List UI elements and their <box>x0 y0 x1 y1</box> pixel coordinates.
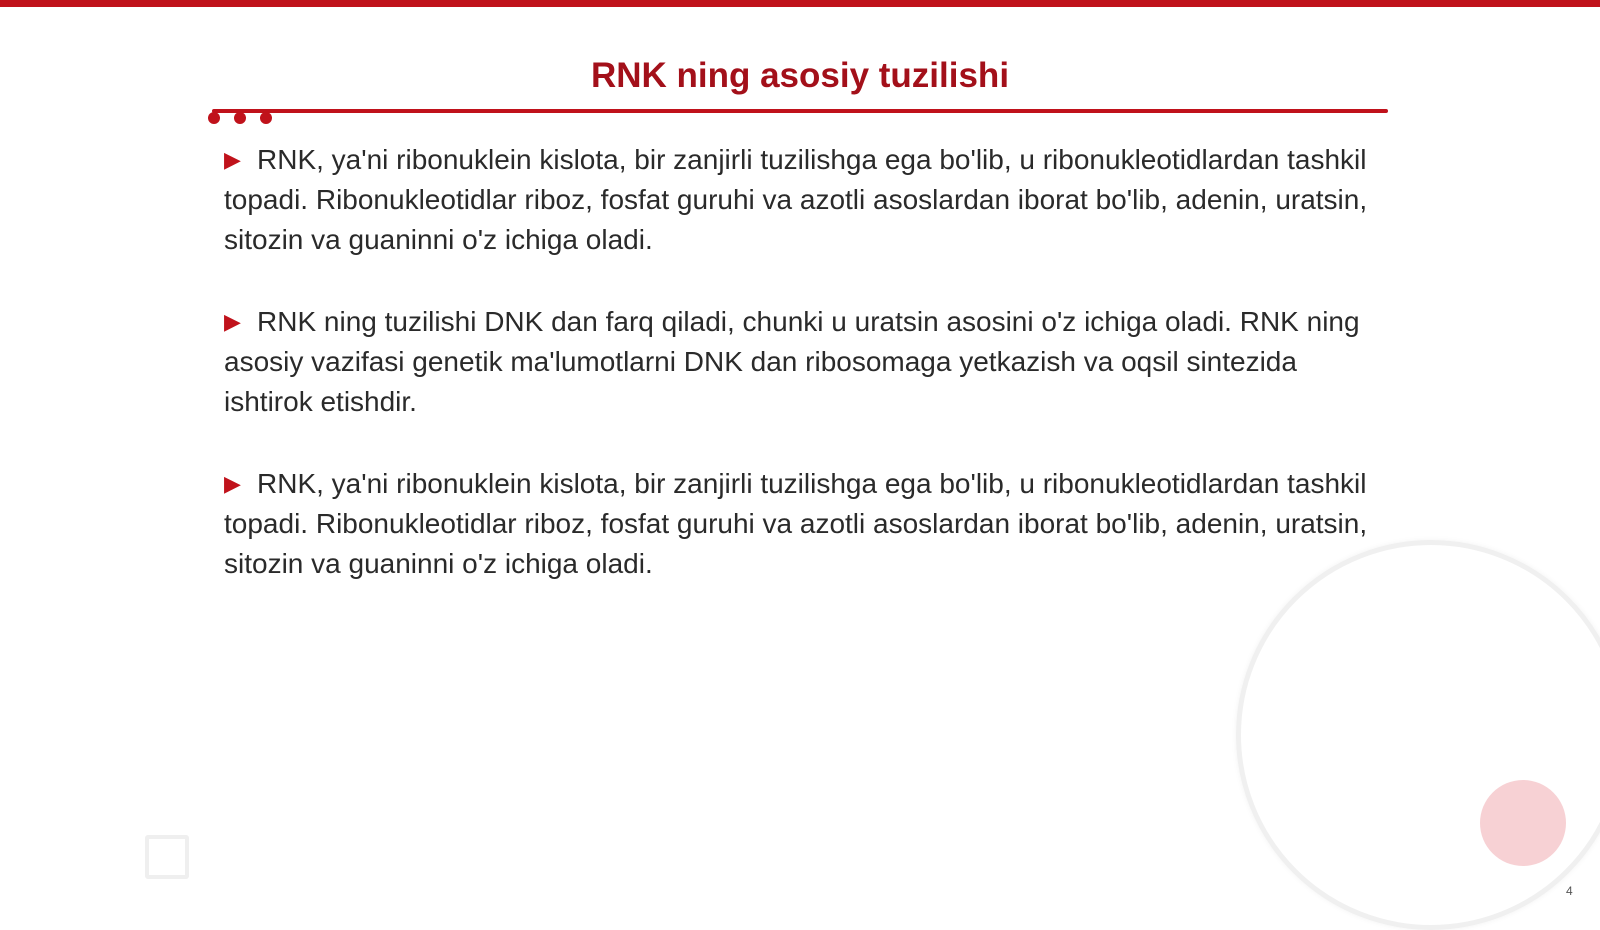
triangle-right-icon: ▶ <box>224 471 241 496</box>
bullet-item-2 <box>224 302 1374 422</box>
decorative-circle <box>1236 540 1600 930</box>
bullet-list <box>224 140 1374 626</box>
bullet-text: RNK, ya'ni ribonuklein kislota, bir zanjirli tuzilishga ega bo'lib, u ribonukleotidlardan tashkil topadi. Ribonukleotidlar riboz, fosfat guruhi va azotli asoslardan iborat bo'lib, adenin, uratsin, sitozin va guaninni o'z ichiga oladi. <box>224 144 1368 255</box>
decorative-dot-2 <box>234 112 246 124</box>
decorative-square <box>145 835 189 879</box>
triangle-right-icon: ▶ <box>224 147 241 172</box>
top-accent-bar <box>0 0 1600 7</box>
decorative-dot-3 <box>260 112 272 124</box>
bullet-item-3 <box>224 464 1374 584</box>
page-number: 4 <box>1566 884 1573 898</box>
bullet-text: RNK ning tuzilishi DNK dan farq qiladi, chunki u uratsin asosini o'z ichiga oladi. RNK ning asosiy vazifasi genetik ma'lumotlarni DNK dan ribosomaga yetkazish va oqsil sintezida ishtirok etishdir. <box>224 306 1360 417</box>
decorative-pink-circle <box>1480 780 1566 866</box>
slide-title: RNK ning asosiy tuzilishi <box>590 56 1010 95</box>
decorative-dot-1 <box>208 112 220 124</box>
bullet-text: RNK, ya'ni ribonuklein kislota, bir zanjirli tuzilishga ega bo'lib, u ribonukleotidlardan tashkil topadi. Ribonukleotidlar riboz, fosfat guruhi va azotli asoslardan iborat bo'lib, adenin, uratsin, sitozin va guaninni o'z ichiga oladi. <box>224 468 1368 579</box>
title-underline <box>212 109 1388 113</box>
bullet-item-1 <box>224 140 1374 260</box>
triangle-right-icon: ▶ <box>224 309 241 334</box>
